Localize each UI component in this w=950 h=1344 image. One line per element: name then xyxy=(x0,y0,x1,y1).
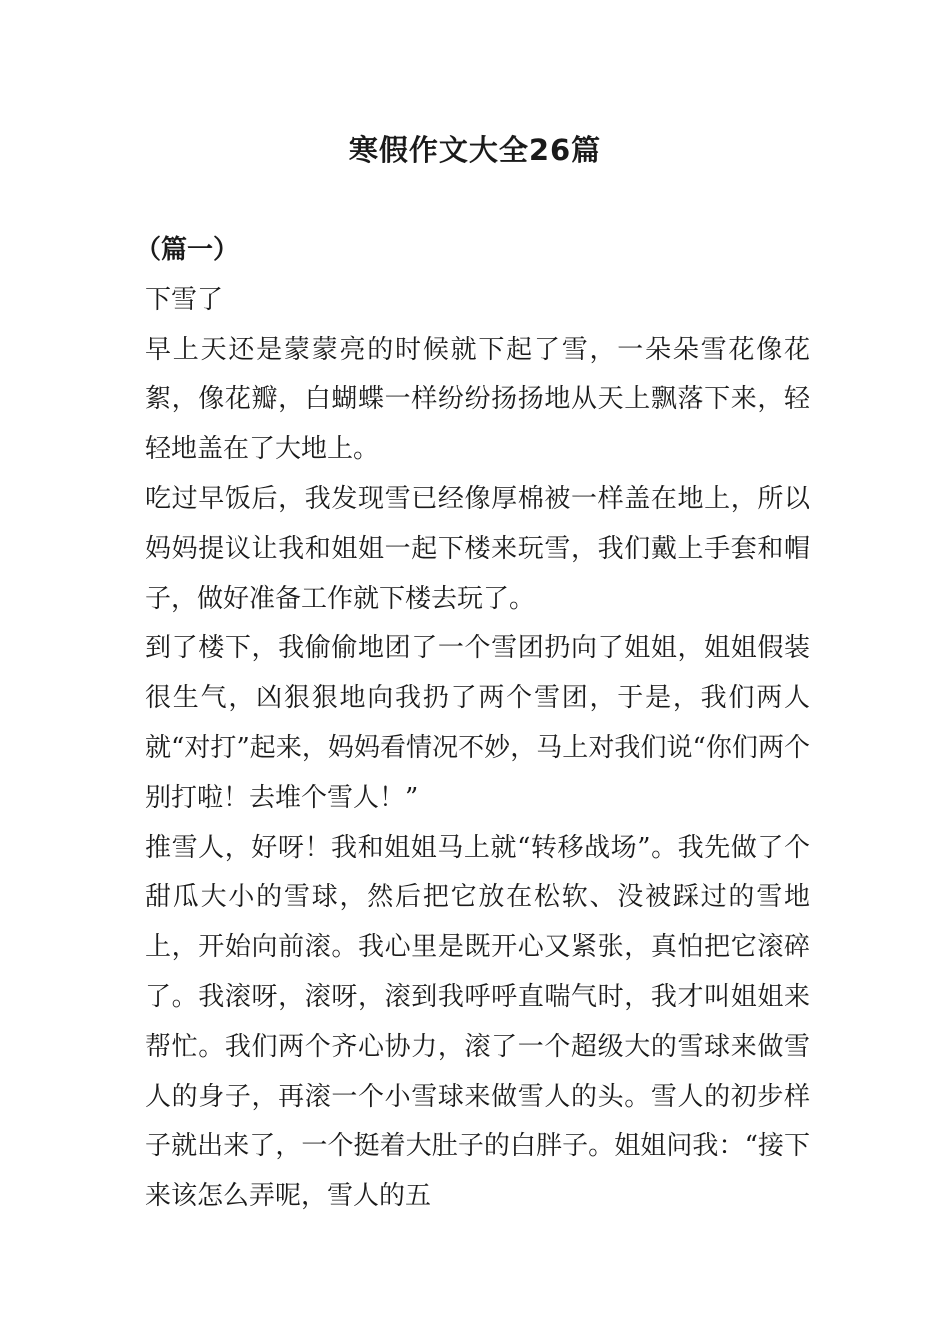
paragraph-3: 到了楼下，我偷偷地团了一个雪团扔向了姐姐，姐姐假装很生气，凶狠狠地向我扔了两个雪团，于是，我们两人就“对打”起来，妈妈看情况不妙，马上对我们说“你们两个别打啦！去堆个雪人！” xyxy=(145,633,810,813)
section-heading: （篇一） xyxy=(135,235,240,265)
paragraph-2: 吃过早饭后，我发现雪已经像厚棉被一样盖在地上，所以妈妈提议让我和姐姐一起下楼来玩雪，我们戴上手套和帽子，做好准备工作就下楼去玩了。 xyxy=(145,483,810,614)
document-title: 寒假作文大全26篇 xyxy=(348,133,602,167)
article-title: 下雪了 xyxy=(145,284,224,315)
document-body xyxy=(135,226,810,1222)
paragraph-4: 推雪人，好呀！我和姐姐马上就“转移战场”。我先做了个甜瓜大小的雪球，然后把它放在松软、没被踩过的雪地上，开始向前滚。我心里是既开心又紧张，真怕把它滚碎了。我滚呀，滚呀，滚到我呼呼直喘气时，我才叫姐姐来帮忙。我们两个齐心协力，滚了一个超级大的雪球来做雪人的身子，再滚一个小雪球来做雪人的头。雪人的初步样子就出来了，一个挺着大肚子的白胖子。姐姐问我：“接下来该怎么弄呢，雪人的五 xyxy=(145,832,810,1212)
paragraph-1: 早上天还是蒙蒙亮的时候就下起了雪，一朵朵雪花像花絮，像花瓣，白蝴蝶一样纷纷扬扬地从天上飘落下来，轻轻地盖在了大地上。 xyxy=(145,334,810,465)
